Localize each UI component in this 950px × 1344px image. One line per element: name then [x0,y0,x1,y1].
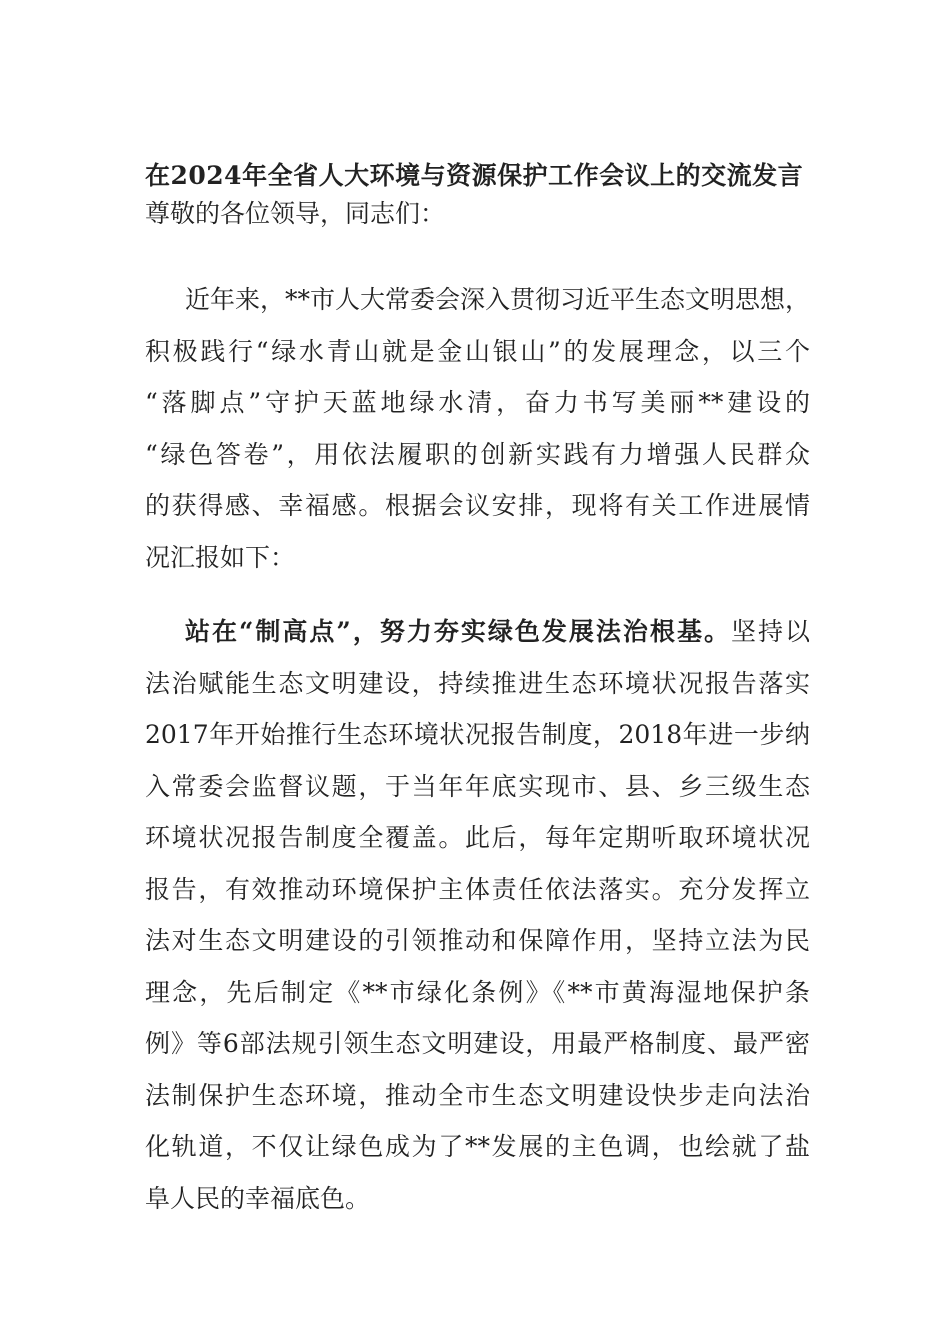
paragraph-line-rest: 坚持以 [730,617,810,646]
paragraph-line: 报告，有效推动环境保护主体责任依法落实。充分发挥立 [145,874,810,904]
paragraph-intro [145,274,810,583]
paragraph-line: 法对生态文明建设的引领推动和保障作用，坚持立法为民 [145,926,810,955]
paragraph-line: 的获得感、幸福感。根据会议安排，现将有关工作进展情 [145,491,810,520]
paragraph-line: 化轨道，不仅让绿色成为了**发展的主色调，也绘就了盐 [145,1132,810,1161]
paragraph-lead-heading: 站在“制高点”，努力夯实绿色发展法治根基。 [185,617,731,646]
paragraph-line: 环境状况报告制度全覆盖。此后，每年定期听取环境状况 [145,823,810,852]
paragraph-line: 近年来，**市人大常委会深入贯彻习近平生态文明思想， [185,285,811,314]
greeting: 尊敬的各位领导，同志们： [145,199,446,228]
paragraph-legal-foundation [145,606,810,1224]
paragraph-line: 阜人民的幸福底色。 [145,1183,371,1213]
paragraph-line: “绿色答卷”，用依法履职的创新实践有力增强人民群众 [145,439,810,469]
paragraph-line: 2017年开始推行生态环境状况报告制度，2018年进一步纳 [145,720,810,749]
paragraph-line: 理念，先后制定《**市绿化条例》《**市黄海湿地保护条 [145,977,810,1007]
paragraph-line: “落脚点”守护天蓝地绿水清，奋力书写美丽**建设的 [145,388,810,417]
paragraph-line: 入常委会监督议题，于当年年底实现市、县、乡三级生态 [145,771,810,801]
paragraph-line: 况汇报如下： [145,542,296,572]
paragraph-line: 例》等6部法规引领生态文明建设，用最严格制度、最严密 [145,1029,810,1058]
paragraph-line: 法治赋能生态文明建设，持续推进生态环境状况报告落实 [145,668,810,698]
paragraph-line: 积极践行“绿水青山就是金山银山”的发展理念，以三个 [145,336,810,366]
document-title: 在2024年全省人大环境与资源保护工作会议上的交流发言 [145,161,804,190]
paragraph-line [145,606,810,658]
paragraph-line: 法制保护生态环境，推动全市生态文明建设快步走向法治 [145,1080,810,1110]
